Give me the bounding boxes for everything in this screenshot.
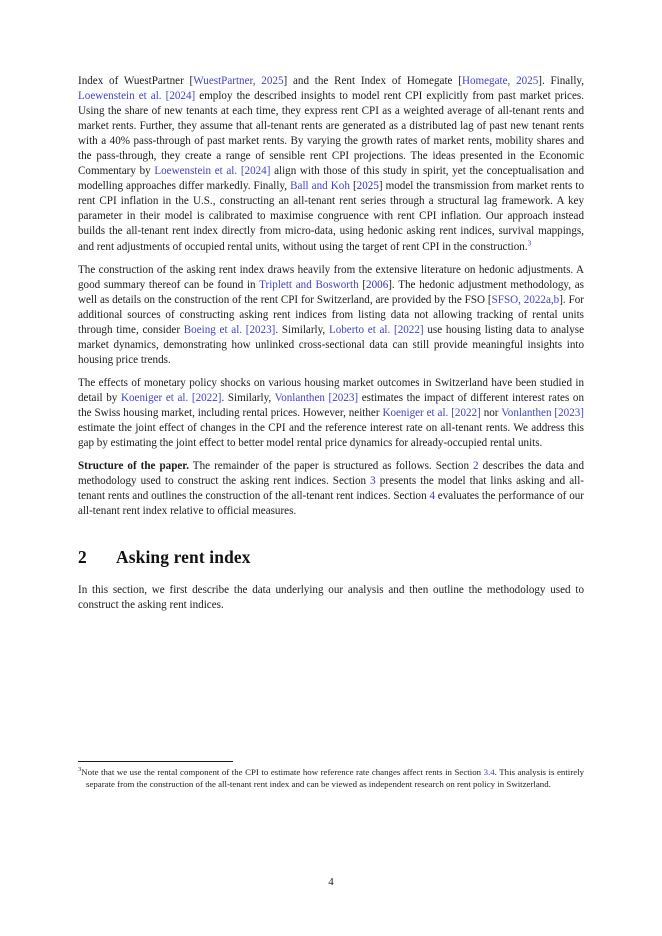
citation-link-vonlanthen-2023-b[interactable]: Vonlanthen [2023] [501, 406, 584, 419]
citation-link-ball-koh-year[interactable]: 2025 [356, 180, 379, 193]
text-segment: The remainder of the paper is structured as follows. Section [188, 460, 474, 473]
citation-link-boeing-2023[interactable]: Boeing et al. [2023] [183, 323, 276, 336]
paragraph-hedonic-literature [78, 263, 584, 368]
text-segment: In this section, we first describe the data underlying our analysis and then outline the methodology used to construct the asking rent indices. [78, 584, 584, 612]
text-segment: align with those of this study in spirit, yet the conceptualisation and modelling approaches differ markedly. Finally, [78, 165, 584, 193]
citation-link-triplett-bosworth-authors[interactable]: Triplett and Bosworth [259, 278, 359, 291]
text-segment: . Similarly, [275, 323, 329, 336]
text-segment: ]. Finally, [538, 75, 584, 87]
text-segment: ]. The hedonic adjustment methodology, as well as details on the construction of the rent CPI for Switzerland, are provided by the FSO [ [78, 278, 584, 306]
citation-link-sfso-2022[interactable]: SFSO, 2022a,b [491, 293, 560, 306]
text-segment: Note that we use the rental component of the CPI to estimate how reference rate changes affect rents in Section [81, 766, 484, 777]
text-segment: nor [480, 406, 502, 419]
text-segment: . Similarly, [221, 391, 275, 404]
paragraph-section-intro [78, 583, 584, 613]
section-ref-link-4[interactable]: 4 [429, 490, 435, 503]
citation-link-koeniger-2022-b[interactable]: Koeniger et al. [2022] [382, 406, 481, 419]
citation-link-loewenstein-2024-a[interactable]: Loewenstein et al. [2024] [78, 90, 196, 103]
text-segment: [ [358, 278, 367, 291]
text-segment: The effects of monetary policy shocks on various housing market outcomes in Switzerland have been studied in detail by [78, 376, 584, 404]
text-segment: use housing listing data to analyse market dynamics, demonstrating how unlinked cross-sectional data can still provide meaningful insights into housing price trends. [78, 323, 584, 366]
section-number: 2 [78, 547, 87, 568]
footnote-3 [78, 766, 584, 790]
footnote-area [78, 761, 584, 790]
section-ref-link-3-4[interactable]: 3.4 [483, 766, 495, 777]
text-segment: The construction of the asking rent index draws heavily from the extensive literature on hedonic adjustments. A good summary thereof can be found in [78, 263, 584, 291]
footnote-marker-3[interactable]: 3 [527, 237, 532, 247]
citation-link-ball-koh-authors[interactable]: Ball and Koh [290, 180, 350, 193]
paragraph-structure-of-paper [78, 459, 584, 519]
citation-link-loewenstein-2024-b[interactable]: Loewenstein et al. [2024] [154, 165, 271, 178]
paragraph-related-literature-1 [78, 74, 584, 255]
citation-link-triplett-bosworth-year[interactable]: 2006 [366, 278, 389, 291]
section-ref-link-3[interactable]: 3 [370, 475, 376, 488]
text-segment: evaluates the performance of our all-tenant rent index relative to official measures. [78, 490, 584, 518]
section-ref-link-2[interactable]: 2 [473, 460, 479, 473]
page-title [78, 547, 584, 567]
paragraph-lead-in-label: Structure of the paper. [78, 460, 189, 473]
text-segment: Index of WuestPartner [ [78, 75, 194, 87]
text-segment: presents the model that links asking and all-tenant rents and outlines the construction of the all-tenant rent indices. Section [78, 475, 584, 503]
citation-link-homegate[interactable]: Homegate, 2025 [461, 75, 539, 87]
text-segment: ] and the Rent Index of Homegate [ [283, 75, 462, 87]
paragraph-monetary-policy [78, 376, 584, 451]
text-segment: estimates the impact of different interest rates on the Swiss housing market, including rental prices. However, neither [78, 391, 584, 419]
page-content [78, 74, 584, 613]
text-segment: ]. For additional sources of constructing asking rent indices from listing data not allowing tracking of rental units through time, consider [78, 293, 585, 336]
citation-link-loberto-2022[interactable]: Loberto et al. [2022] [328, 323, 424, 336]
footnote-separator-rule [78, 761, 233, 762]
citation-link-wuestpartner[interactable]: WuestPartner, 2025 [193, 75, 284, 87]
footnote-number: 3 [78, 765, 82, 773]
citation-link-vonlanthen-2023-a[interactable]: Vonlanthen [2023] [274, 391, 359, 404]
citation-link-koeniger-2022-a[interactable]: Koeniger et al. [2022] [120, 391, 222, 404]
page-number: 4 [328, 876, 334, 888]
section-title: Asking rent index [116, 547, 251, 568]
text-segment: describes the data and methodology used to construct the asking rent indices. Section [78, 460, 584, 488]
text-segment: estimate the joint effect of changes in the CPI and the reference interest rate on all-tenant rents. We address this gap by estimating the joint effect to better model rental price dynamics for already-occupied rental units. [78, 422, 584, 450]
text-segment: ] model the transmission from market rents to rent CPI inflation in the U.S., constructing an all-tenant rent series through a structural lag framework. A key parameter in their model is calibrated to maximise congruence with rent CPI inflation. Our approach instead builds the all-tenant rent index directly from micro-data, using hedonic asking rent indices, survival mappings, and rent adjustments of occupied rental units, without using the target of rent CPI in the construction. [78, 180, 584, 253]
text-segment: . This analysis is entirely separate from the construction of the all-tenant rent index and can be viewed as independent research on rent policy in Switzerland. [86, 766, 584, 789]
text-segment: [ [349, 180, 357, 193]
text-segment: employ the described insights to model rent CPI explicitly from past market prices. Using the share of new tenants at each time, they express rent CPI as a weighted average of all-tenant rents and market rents. Further, they assume that all-tenant rents are generated as a distributed lag of past new tenant rents with a 40% pass-through of past market rents. By varying the growth rates of market rents, mobility shares and the pass-through, they create a range of sensible rent CPI projections. The ideas presented in the Economic Commentary by [78, 90, 584, 178]
